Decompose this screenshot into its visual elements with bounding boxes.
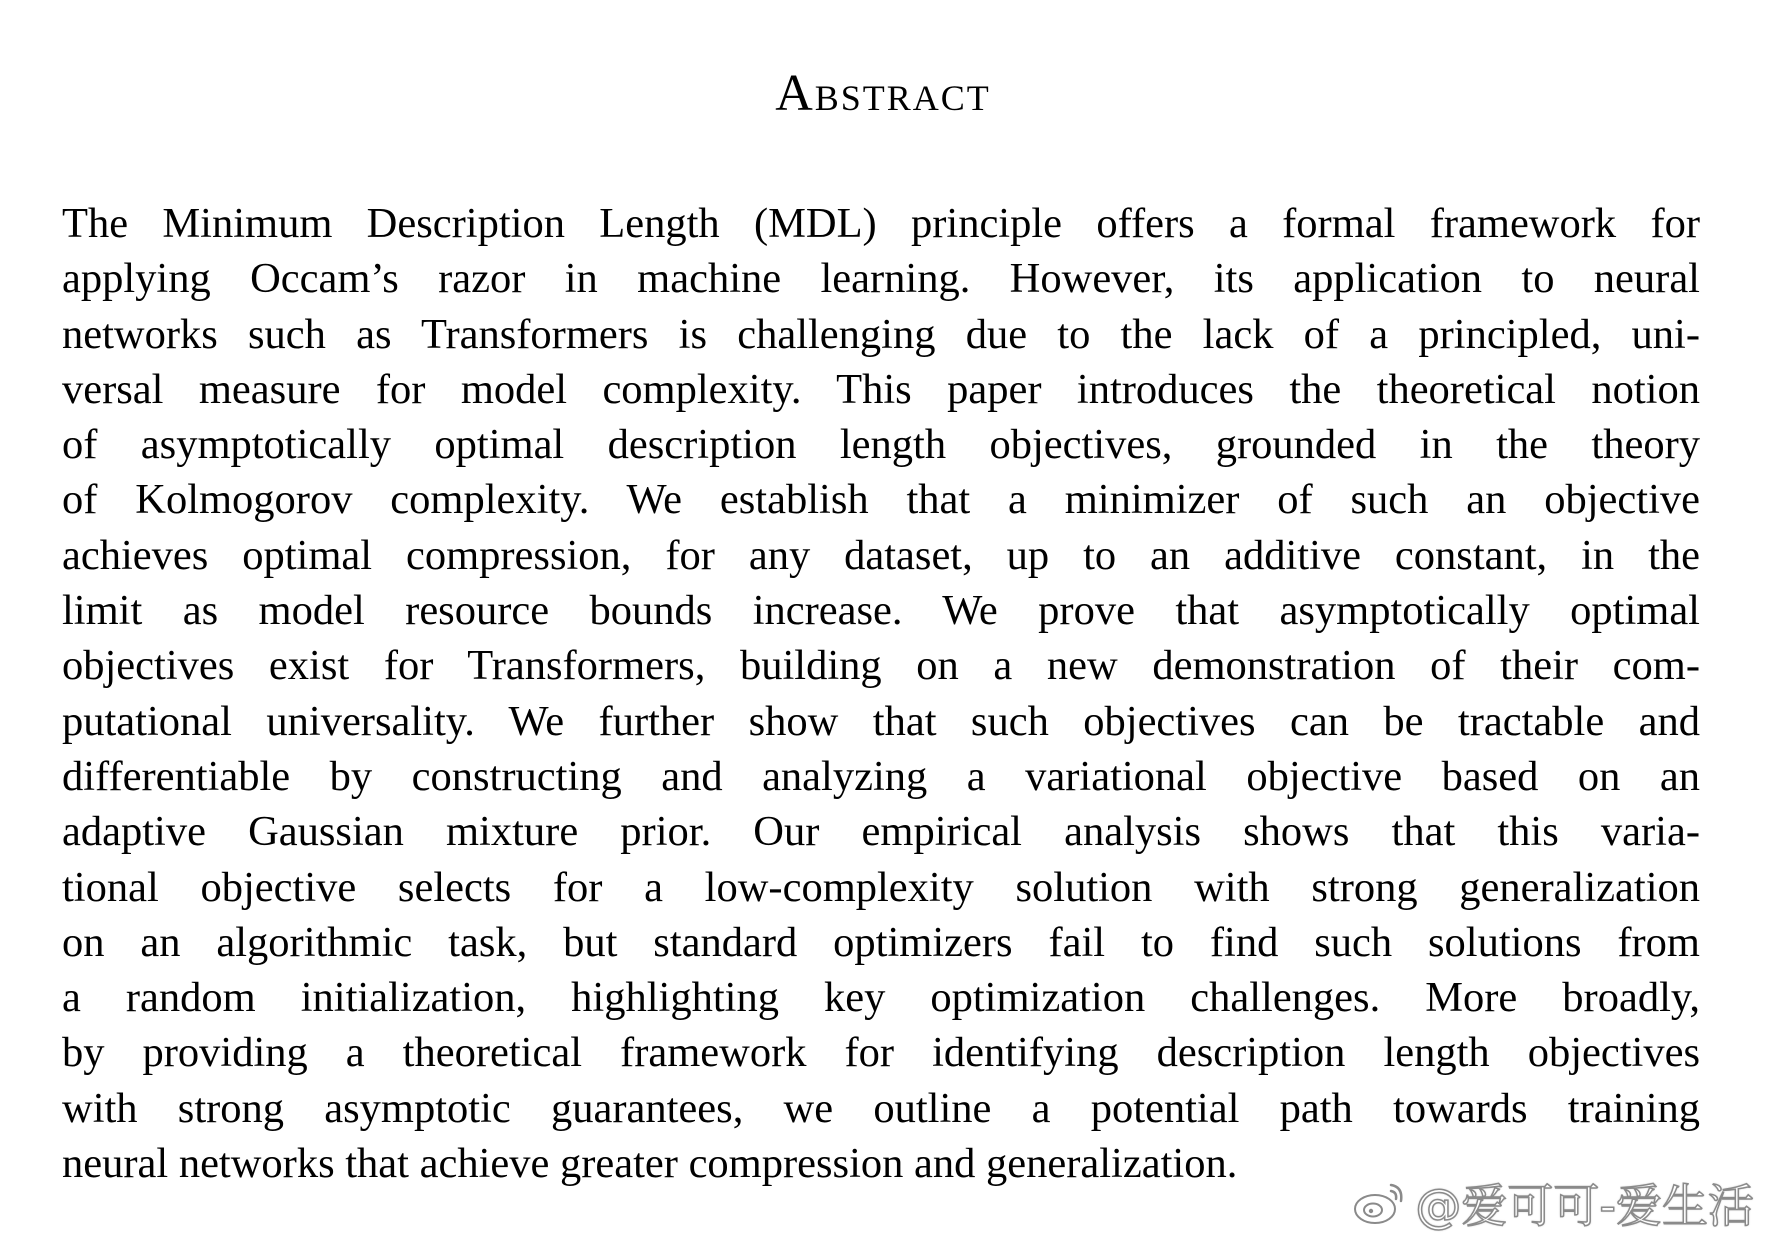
abstract-line: putational universality. We further show that such objectives can be tractable and	[62, 697, 1700, 745]
abstract-line: differentiable by constructing and analyzing a variational objective based on an	[62, 752, 1700, 800]
abstract-line: tional objective selects for a low-complexity solution with strong generalization	[62, 863, 1700, 911]
abstract-line: networks such as Transformers is challenging due to the lack of a principled, uni-	[62, 310, 1700, 358]
abstract-line: on an algorithmic task, but standard optimizers fail to find such solutions from	[62, 918, 1700, 966]
abstract-line: achieves optimal compression, for any dataset, up to an additive constant, in the	[62, 531, 1700, 579]
abstract-line: applying Occam’s razor in machine learning. However, its application to neural	[62, 255, 1700, 303]
abstract-line: The Minimum Description Length (MDL) principle offers a formal framework for	[62, 200, 1700, 247]
abstract-line: versal measure for model complexity. This paper introduces the theoretical notion	[62, 365, 1700, 413]
abstract-line: of asymptotically optimal description length objectives, grounded in the theory	[62, 421, 1700, 469]
abstract-heading: Abstract	[775, 65, 991, 122]
abstract-line: objectives exist for Transformers, building on a new demonstration of their com-	[62, 642, 1700, 690]
watermark	[1351, 1168, 1754, 1238]
weibo-icon	[1351, 1179, 1407, 1227]
abstract-line: neural networks that achieve greater compression and generalization.	[62, 1140, 1238, 1188]
abstract-line: of Kolmogorov complexity. We establish that a minimizer of such an objective	[62, 476, 1700, 524]
abstract-line: with strong asymptotic guarantees, we outline a potential path towards training	[62, 1084, 1700, 1132]
abstract-line: by providing a theoretical framework for identifying description length objectives	[62, 1029, 1700, 1077]
abstract-body	[62, 196, 1700, 1191]
abstract-line: limit as model resource bounds increase. We prove that asymptotically optimal	[62, 587, 1700, 635]
abstract-line: adaptive Gaussian mixture prior. Our empirical analysis shows that this varia-	[62, 808, 1700, 856]
watermark-text: @爱可可-爱生活	[1415, 1179, 1754, 1233]
abstract-line: a random initialization, highlighting key optimization challenges. More broadly,	[62, 974, 1700, 1022]
